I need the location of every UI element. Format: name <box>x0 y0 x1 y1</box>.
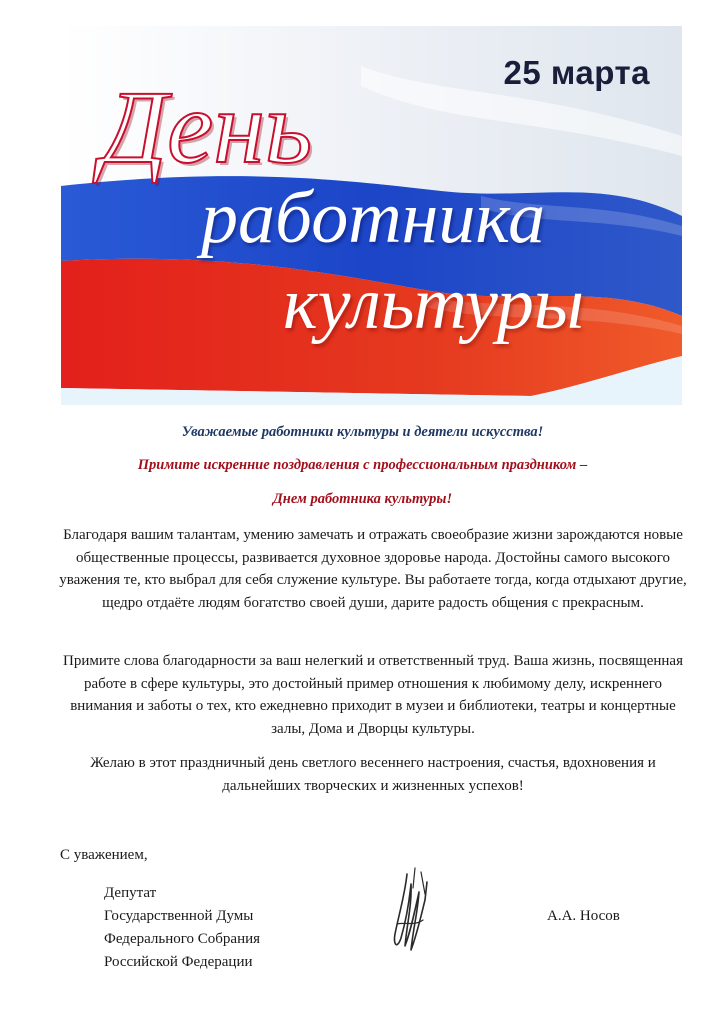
letter-paragraph-1: Благодаря вашим талантам, умению замечать и отражать своеобразие жизни зарождаются новые общественные процессы, развивается духовное здоровье народа. Достойны самого высокого уважения те, кто выбрал для себя служение культуре. Вы работаете тогда, когда отдыхают другие, щедро отдаёте людям богатство своей души, дарите радость общения с прекрасным. <box>59 527 687 611</box>
position-line: Депутат <box>104 885 157 901</box>
signoff-name: А.А. Носов <box>547 908 620 924</box>
letter-congrats-line-1: Примите искренние поздравления с профессиональным праздником – <box>137 457 588 473</box>
holiday-banner <box>61 26 682 405</box>
letter-paragraph-2: Примите слова благодарности за ваш нелегкий и ответственный труд. Ваша жизнь, посвященная работе в сфере культуры, это достойный пример отношения к любимому делу, искреннего внимания и заботы о тех, кто ежедневно приходит в музеи и библиотеки, театры и концертные залы, Дома и Дворцы культуры. <box>63 653 683 737</box>
banner-title-line-1: День <box>101 70 313 185</box>
banner-title-line-3: культуры <box>283 263 585 345</box>
holiday-date: 25 марта <box>503 54 650 91</box>
position-line: Федерального Собрания <box>104 931 261 947</box>
position-line: Российской Федерации <box>104 954 253 970</box>
letter-paragraph-3: Желаю в этот праздничный день светлого весеннего настроения, счастья, вдохновения и дальнейших творческих и жизненных успехов! <box>90 755 656 794</box>
position-line: Государственной Думы <box>104 908 254 924</box>
letter-congrats-line-2: Днем работника культуры! <box>272 491 453 507</box>
signoff-regards: С уважением, <box>60 847 148 863</box>
banner-title-line-2: работника <box>201 177 546 259</box>
handwritten-signature <box>385 864 441 959</box>
letter-greeting: Уважаемые работники культуры и деятели искусства! <box>181 424 544 440</box>
